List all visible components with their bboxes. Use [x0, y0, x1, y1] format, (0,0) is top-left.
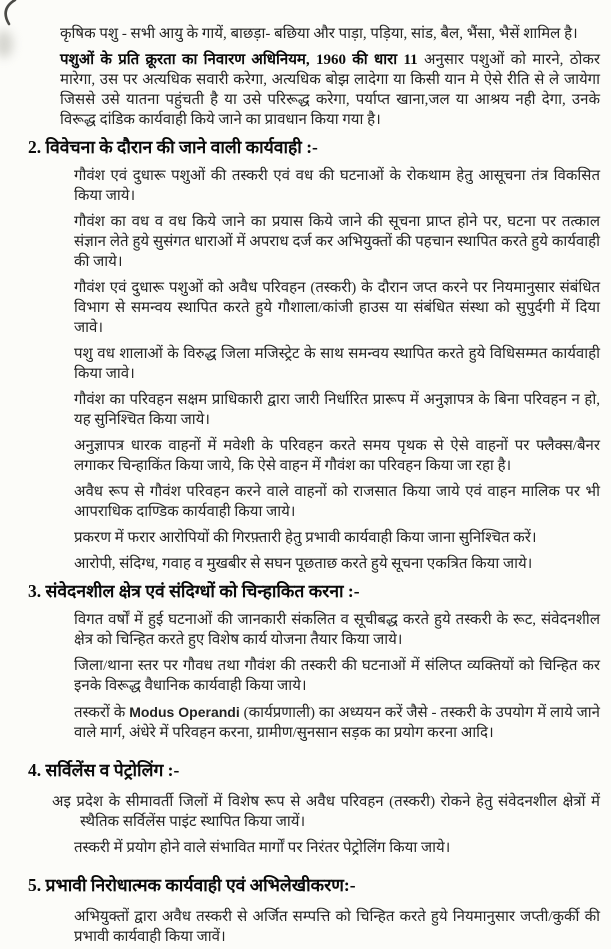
list-item	[28, 656, 600, 696]
bullet-text	[74, 702, 600, 743]
bullet-text: जिला/थाना स्तर पर गौवध तथा गौवंश की तस्करी की घटनाओं में संलिप्त व्यक्तियों को चिन्हित कर इनके विरूद्ध वैधानिक कार्यवाही किया जाये।	[74, 658, 600, 694]
list-item	[28, 436, 600, 476]
bullet-text-rest: अनुसार पशुओं को मारने, ठोकर मारेगा, उस पर अत्यधिक सवारी करेगा, अत्यधिक बोझ लादेगा या किसी यान मे ऐसे रीति से ले जायेगा जिससे उसे यातना पहुंचती है या उसे परिरूद्ध करेगा, पर्याप्त खाना,जल या आश्रय नही देगा, उनके विरूद्ध दांडिक कार्यवाही किये जाने का प्रावधान किया गया है।	[60, 52, 600, 128]
list-item	[28, 610, 600, 650]
bullet-column	[28, 838, 74, 858]
section-4	[28, 759, 600, 858]
bullet-text: आरोपी, संदिग्ध, गवाह व मुखबीर से सघन पूछताछ करते हुये सूचना एकत्रित किया जाये।	[74, 556, 533, 572]
bullet-text: अनुज्ञापत्र धारक वाहनों में मवेशी के परिवहन करते समय पृथक से ऐसे वाहनों पर फ्लैक्स/बैनर लगाकर चिन्हाकिंत किया जाये, कि ऐसे वाहन में गौवंश का परिवहन किया जा रहा है।	[74, 438, 600, 474]
modus-operandi-latin-text: Modus Operandi	[129, 704, 240, 720]
list-item	[28, 838, 600, 858]
bullet-text-pre: तस्करों के	[74, 705, 130, 721]
bullet-column	[28, 528, 74, 548]
list-item	[28, 390, 600, 430]
bullet-column	[28, 50, 60, 130]
bullet-text: गौवंश का वध व वध किये जाने का प्रयास किये जाने की सूचना प्राप्त होने पर, घटना पर तत्काल संज्ञान लेते हुये सुसंगत धाराओं में अपराध दर्ज कर अभियुक्तों की पहचान स्थापित करते हुये कार्यवाही की जाये।	[74, 214, 600, 270]
scan-corner-artifact	[0, 0, 24, 28]
section-heading-2: 2. विवेचना के दौरान की जाने वाली कार्यवाही :-	[28, 137, 318, 157]
bullet-text: विगत वर्षों में हुई घटनाओं की जानकारी संकलित व सूचीबद्ध करते हुये तस्करी के रूट, संवेदनशील क्षेत्र को चिन्हित करते हुए विशेष कार्य योजना तैयार किया जाये।	[74, 612, 600, 648]
list-item	[28, 482, 600, 522]
bullet-column	[28, 610, 74, 650]
section-heading-3: 3. संवेदनशील क्षेत्र एवं संदिग्धों को चिन्हाकित करना :-	[28, 581, 360, 601]
list-item	[28, 50, 600, 130]
list-item	[28, 528, 600, 548]
bullet-column	[28, 482, 74, 522]
bullet-column	[28, 278, 74, 338]
bullet-text: प्रकरण में फरार आरोपियों की गिरफ़्तारी हेतु प्रभावी कार्यवाही किया जाना सुनिश्चित करें।	[74, 530, 537, 546]
bullet-text: पशु वध शालाओं के विरुद्ध जिला मजिस्ट्रेट के साथ समन्वय स्थापित करते हुये विधिसम्मत कार्यवाही किया जावे।	[74, 346, 600, 382]
bullet-column	[28, 212, 74, 272]
list-item	[28, 907, 600, 947]
scan-smudge-artifact	[0, 30, 13, 58]
bullet-text: तस्करी में प्रयोग होने वाले संभावित मार्गों पर निरंतर पेट्रोलिंग किया जाये।	[74, 840, 451, 856]
bullet-text	[60, 50, 600, 130]
bold-act-title: पशुओं के प्रति क्रूरता का निवारण अधिनियम, 1960 की धारा 11	[60, 52, 418, 68]
corner-curve-mark	[0, 0, 24, 28]
list-item	[28, 24, 600, 44]
bullet-column	[28, 702, 74, 743]
bullet-text: कृषिक पशु - सभी आयु के गायें, बाछड़ा- बछिया और पाड़ा, पड़िया, सांड, बैल, भैंसा, भैसें शामिल है।	[60, 26, 578, 42]
section-3	[28, 580, 600, 743]
list-item	[28, 212, 600, 272]
bullet-column	[28, 656, 74, 696]
bullet-text-post: (कार्यप्रणाली) का अध्ययन करें जैसे - तस्करी के उपयोग में लाये जाने वाले मार्ग, अंधेरे में परिवहन करना, ग्रामीण/सुनसान सड़क का प्रयोग करना आदि।	[74, 705, 601, 741]
list-item	[28, 554, 600, 574]
bullet-column	[28, 554, 74, 574]
bullet-text: गौवंश का परिवहन सक्षम प्राधिकारी द्वारा जारी निर्धारित प्रारूप में अनुज्ञापत्र के बिना परिवहन न हो, यह सुनिश्चित किया जाये।	[74, 392, 600, 428]
bullet-text: अभियुक्तों द्वारा अवैध तस्करी से अर्जित सम्पत्ति को चिन्हित करते हुये नियमानुसार जप्ती/कुर्की की प्रभावी कार्यवाही किया जावें।	[74, 909, 600, 945]
list-item	[28, 792, 600, 832]
section-heading-4: 4. सर्विलेंस व पेट्रोलिंग :-	[28, 760, 180, 780]
bullet-column	[28, 344, 74, 384]
list-item	[28, 702, 600, 743]
bullet-text: अवैध रूप से गौवंश परिवहन करने वाले वाहनों को राजसात किया जाये एवं वाहन मालिक पर भी आपराधिक दाण्डिक कार्यवाही किया जाये।	[74, 484, 600, 520]
bullet-column	[28, 436, 74, 476]
bullet-text: गौवंश एवं दुधारू पशुओं की तस्करी एवं वध की घटनाओं के रोकथाम हेतु आसूचना तंत्र विकसित किया जाये।	[74, 168, 600, 204]
bullet-text: गौवंश एवं दुधारू पशुओं को अवैध परिवहन (तस्करी) के दौरान जप्त करने पर नियमानुसार संबंधित विभाग से समन्वय स्थापित करते हुये गौशाला/कांजी हाउस या संबंधित संस्था को सुपुर्दगी में दिया जावे।	[74, 280, 600, 336]
bullet-column	[28, 166, 74, 206]
section-2	[28, 136, 600, 574]
bullet-column	[28, 390, 74, 430]
bullet-column	[28, 792, 52, 832]
list-item	[28, 344, 600, 384]
section-5	[28, 874, 600, 947]
bullet-column	[28, 24, 60, 44]
section-heading-5: 5. प्रभावी निरोधात्मक कार्यवाही एवं अभिलेखीकरण:-	[28, 875, 356, 895]
document-content	[28, 24, 600, 949]
bullet-column	[28, 907, 74, 947]
list-item	[28, 278, 600, 338]
list-item	[28, 166, 600, 206]
bullet-text: अइ प्रदेश के सीमावर्ती जिलों में विशेष रूप से अवैध परिवहन (तस्करी) रोकने हेतु संवेदनशील क्षेत्रों में स्थैतिक सर्विलेंस पाइंट स्थापित किया जायें।	[52, 794, 600, 830]
